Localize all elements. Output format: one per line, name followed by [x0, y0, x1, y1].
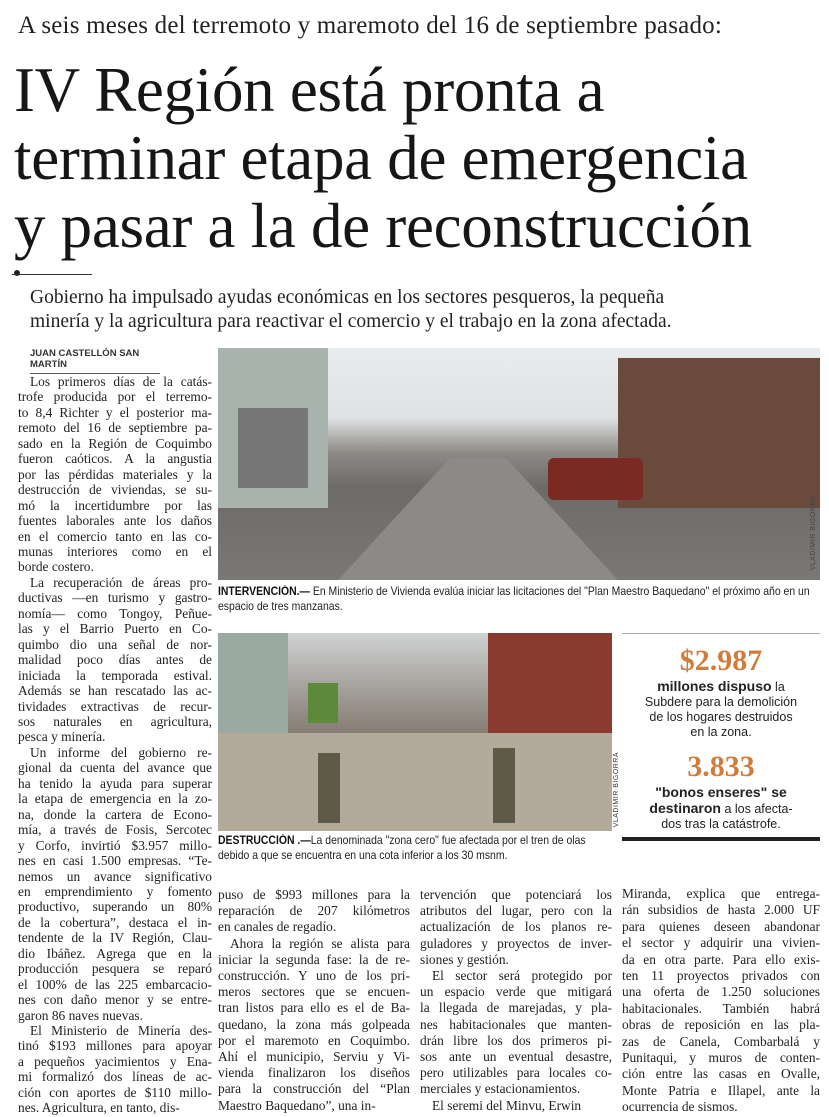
text-line: nemos un avance significativo — [18, 868, 212, 884]
text-line: vienda finalizaron los diseños — [218, 1065, 410, 1081]
text-line: ductivas —en turismo y gastro- — [18, 590, 212, 606]
debris — [218, 733, 612, 831]
text-line: puso de $993 millones para la — [218, 887, 410, 902]
stat-description — [622, 676, 820, 740]
text-line: merciales y estacionamientos. — [420, 1081, 581, 1097]
text-line: productivo, superando un 80% — [18, 899, 212, 915]
text-line: ten 11 proyectos privados con — [622, 968, 820, 984]
stat-description — [622, 782, 820, 832]
text-line: ción entre las casas en Ovalle, — [622, 1066, 820, 1082]
building-left — [218, 633, 288, 743]
text-line: para la construcción del “Plan — [218, 1081, 410, 1097]
photo-destruction — [218, 633, 612, 831]
divider — [12, 274, 92, 275]
bus — [308, 683, 338, 723]
text-line: nes con daño menor y se entre- — [18, 992, 212, 1008]
stat-bold: "bonos enseres" se — [655, 784, 787, 800]
text-line: actualización de los planos re- — [420, 919, 612, 935]
text-line: en el comercio tanto en las co- — [18, 528, 212, 544]
deck-line: Gobierno ha impulsado ayudas económicas en los sectores pesqueros, la pequeña — [30, 287, 665, 308]
text-line: munas interiores como en el — [18, 543, 212, 559]
text-line: Los primeros días de la catás- — [30, 374, 212, 389]
byline: JUAN CASTELLÓN SAN MARTÍN — [30, 348, 160, 374]
text-line: mó la incertidumbre por las — [18, 497, 212, 513]
text-line: Maestro Baquedano”, una in- — [218, 1097, 376, 1113]
text-line: tervención que potenciará los — [420, 887, 612, 902]
text-line: Además se han rescatado las ac- — [18, 683, 212, 699]
text-line: Monte Patria e Illapel, ante la — [622, 1082, 820, 1098]
caption-text: La denominada "zona cero" fue afectada por el tren de olas debido a que se encuentra en una cota inferior a los 30 msnm. — [218, 834, 586, 862]
text-line: por las pérdidas materiales y la — [18, 466, 212, 482]
bullet-dot — [14, 270, 20, 276]
headline-line: terminar etapa de emergencia — [14, 123, 748, 193]
photo-street-intervention — [218, 348, 820, 580]
stat-text: la Subdere para la demolición de los hogares destruidos en la zona. — [644, 680, 798, 739]
caption-text: En Ministerio de Vivienda evalúa iniciar las licitaciones del "Plan Maestro Baquedano" el próximo año en un espacio de tres manzanas. — [218, 585, 810, 613]
text-line: nes en casi 1.500 empresas. “Te- — [18, 853, 212, 869]
text-line: Ahí el municipio, Serviu y Vi- — [218, 1049, 410, 1065]
article-column-2 — [218, 887, 410, 1114]
caption-label: INTERVENCIÓN.— — [218, 585, 310, 598]
text-line: da en otra parte. Para ello exis- — [622, 951, 820, 967]
text-line: y Corfo, invirtió $3.957 millo- — [18, 837, 212, 853]
text-line: El sector será protegido por — [432, 968, 612, 984]
text-line: una oferta de 1.250 soluciones — [622, 984, 820, 1000]
text-line: la llegada de marejadas, y pla- — [420, 1000, 612, 1016]
text-line: tinó $193 millones para apoyar — [18, 1038, 212, 1054]
text-line: iniciar la segunda fase: la de re- — [218, 951, 410, 967]
text-line: construcción. Y uno de los pri- — [218, 968, 410, 984]
shutter — [238, 408, 308, 488]
text-line: a pequeños yacimientos y Ena- — [18, 1053, 212, 1069]
text-line: ción con aportes de $110 millo- — [18, 1084, 212, 1100]
text-line: na, donde la cartera de Econo- — [18, 806, 212, 822]
photo-caption — [218, 833, 614, 863]
pickup-truck — [548, 458, 643, 500]
building-right — [488, 633, 612, 733]
text-line: de la cobertura”, destaca el in- — [18, 914, 212, 930]
text-line: nes. Agricultura, en tanto, dis- — [18, 1100, 180, 1116]
text-line: en canales de regadío. — [218, 919, 337, 935]
article-column-1 — [18, 374, 212, 1116]
caption-label: DESTRUCCIÓN .— — [218, 834, 311, 847]
text-line: siones y gestión. — [420, 951, 509, 967]
headline-line: IV Región está pronta a — [14, 55, 605, 125]
text-line: zas de Canela, Combarbalá y — [622, 1033, 820, 1049]
text-line: iniciada la temporada estival. — [18, 667, 212, 683]
text-line: un espacio verde que mitigará — [420, 984, 612, 1000]
deck-line: minería y la agricultura para reactivar el comercio y el trabajo en la zona afectada. — [30, 311, 672, 332]
text-line: atributos del lugar, pero con la — [420, 903, 612, 919]
article-column-3 — [420, 887, 612, 1114]
text-line: nes habitacionales que manten- — [420, 1016, 612, 1032]
text-line: ocurrencia de sismos. — [622, 1099, 738, 1115]
soldier — [318, 753, 340, 823]
text-line: to 8,4 Richter y el posterior ma- — [18, 404, 212, 420]
text-line: tran listos para ello es el de Ba- — [218, 1000, 410, 1016]
text-line: sos ante un eventual desastre, — [420, 1049, 612, 1065]
text-line: obras de reposición en las pla- — [622, 1017, 820, 1033]
text-line: mi formalizó dos líneas de ac- — [18, 1069, 212, 1085]
text-line: nomía— como Tongoy, Peñue- — [18, 605, 212, 621]
text-line: Miranda, explica que entrega- — [622, 886, 820, 901]
article-column-4 — [622, 886, 820, 1116]
text-line: destrucción de viviendas, se su- — [18, 482, 212, 498]
text-line: producción pesquera se reparó — [18, 961, 212, 977]
text-line: el 100% de las 225 embarcacio- — [18, 976, 212, 992]
kicker: A seis meses del terremoto y maremoto del 16 de septiembre pasado: — [18, 12, 722, 39]
text-line: rán subsidios de hasta 2.000 UF — [622, 902, 820, 918]
text-line: ha tenido la ayuda para superar — [18, 775, 212, 791]
text-line: la etapa de emergencia en la zo- — [18, 791, 212, 807]
text-line: El Ministerio de Minería des- — [30, 1023, 212, 1039]
stat-value: 3.833 — [687, 750, 755, 783]
text-line: pesca y minería. — [18, 729, 106, 745]
text-line: en emprendimiento y fomento — [18, 883, 212, 899]
deck — [30, 286, 810, 334]
text-line: el sector y adquirir una vivien- — [622, 935, 820, 951]
text-line: tendente de la IV Región, Clau- — [18, 930, 212, 946]
text-line: fuentes laborales ante los daños — [18, 513, 212, 529]
text-line: El seremi del Minvu, Erwin — [432, 1097, 582, 1113]
headline-line: y pasar a la de reconstrucción — [14, 191, 752, 261]
photo-credit: VLADIMIR BIGORRA — [810, 494, 817, 570]
text-line: tividades extractivas de recur- — [18, 698, 212, 714]
text-line: sado en la Región de Coquimbo — [18, 435, 212, 451]
text-line: mía, a través de Fosis, Sercotec — [18, 822, 212, 838]
text-line: las y el Barrio Puerto en Co- — [18, 621, 212, 637]
text-line: gional da cuenta del avance que — [18, 760, 212, 776]
text-line: habitacionales. También habrá — [622, 1000, 820, 1016]
photo-caption — [218, 584, 821, 614]
text-line: drán libre los dos primeros pi- — [420, 1032, 612, 1048]
stat-bold: millones dispuso — [657, 678, 772, 694]
text-line: La recuperación de áreas pro- — [30, 574, 212, 590]
text-line: dio Ibáñez. Agrega que en la — [18, 945, 212, 961]
text-line: sos naturales en agricultura, — [18, 713, 212, 729]
text-line: guladores y proyectos de inver- — [420, 935, 612, 951]
headline — [14, 56, 824, 260]
text-line: borde costero. — [18, 559, 94, 575]
text-line: Ahora la región se alista para — [230, 935, 410, 951]
text-line: malidad poco días antes de — [18, 652, 212, 668]
stat-bold: destinaron — [649, 800, 721, 816]
text-line: garon 86 naves nuevas. — [18, 1007, 143, 1023]
soldier — [493, 748, 515, 823]
text-line: quedano, la zona más golpeada — [218, 1016, 410, 1032]
text-line: meros sectores que se encuen- — [218, 984, 410, 1000]
text-line: por el maremoto en Coquimbo. — [218, 1032, 410, 1048]
text-line: Punitaqui, y muros de conten- — [622, 1050, 820, 1066]
text-line: quimbo dio una señal de nor- — [18, 636, 212, 652]
text-line: trofe producida por el terremo- — [18, 389, 212, 405]
text-line: Un informe del gobierno re- — [30, 744, 212, 760]
stat-value: $2.987 — [679, 644, 763, 677]
text-line: reparación de 207 kilómetros — [218, 903, 410, 919]
text-line: remoto del 16 de septiembre pa- — [18, 420, 212, 436]
stat-text: a los afecta-dos tras la catástrofe. — [661, 802, 793, 831]
photo-credit: VLADIMIR BIGORRA — [613, 752, 620, 828]
text-line: para quienes deseen abandonar — [622, 918, 820, 934]
text-line: fueron caóticos. A la angustia — [18, 451, 212, 467]
text-line: pero utilizables para locales co- — [420, 1065, 612, 1081]
stats-sidebar — [622, 633, 820, 841]
building-right — [618, 358, 820, 508]
